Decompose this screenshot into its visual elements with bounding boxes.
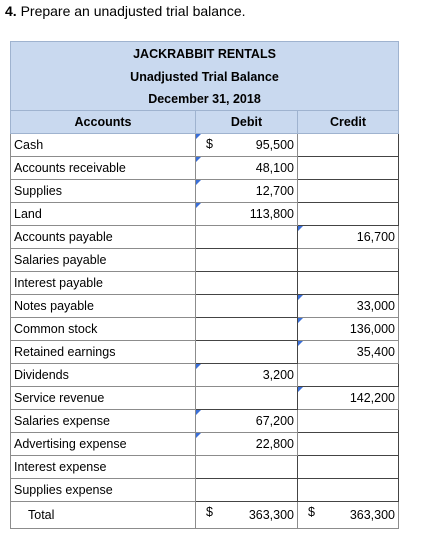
total-debit-value: 363,300 bbox=[248, 508, 294, 522]
debit-input[interactable] bbox=[196, 387, 298, 410]
credit-input[interactable] bbox=[298, 180, 399, 203]
credit-input[interactable] bbox=[298, 433, 399, 456]
debit-input-value: 12,700 bbox=[255, 184, 294, 198]
table-row bbox=[11, 387, 399, 410]
total-row bbox=[11, 502, 399, 529]
debit-input-value: 113,800 bbox=[249, 207, 294, 221]
table-row bbox=[11, 134, 399, 157]
dollar-sign: $ bbox=[206, 137, 213, 151]
table-row bbox=[11, 249, 399, 272]
account-name: Dividends bbox=[11, 364, 196, 387]
table-row bbox=[11, 157, 399, 180]
debit-input[interactable] bbox=[196, 410, 298, 433]
credit-column-header: Credit bbox=[298, 111, 399, 134]
table-row bbox=[11, 272, 399, 295]
account-name: Cash bbox=[11, 134, 196, 157]
statement-title: Unadjusted Trial Balance bbox=[11, 66, 399, 88]
account-name: Interest expense bbox=[11, 456, 196, 479]
account-name: Service revenue bbox=[11, 387, 196, 410]
credit-input[interactable] bbox=[298, 295, 399, 318]
account-name: Salaries expense bbox=[11, 410, 196, 433]
debit-input[interactable] bbox=[196, 226, 298, 249]
table-row bbox=[11, 226, 399, 249]
table-row bbox=[11, 318, 399, 341]
debit-input[interactable] bbox=[196, 157, 298, 180]
table-row bbox=[11, 456, 399, 479]
account-name: Retained earnings bbox=[11, 341, 196, 364]
debit-input-value: 22,800 bbox=[255, 437, 294, 451]
debit-input[interactable] bbox=[196, 456, 298, 479]
dropdown-indicator-icon bbox=[298, 341, 303, 346]
debit-input-value: 48,100 bbox=[255, 161, 294, 175]
debit-input[interactable] bbox=[196, 433, 298, 456]
dropdown-indicator-icon bbox=[298, 387, 303, 392]
accounts-column-header: Accounts bbox=[11, 111, 196, 134]
credit-input[interactable] bbox=[298, 134, 399, 157]
credit-input[interactable] bbox=[298, 479, 399, 502]
credit-input[interactable] bbox=[298, 249, 399, 272]
debit-input[interactable] bbox=[196, 318, 298, 341]
account-name: Accounts receivable bbox=[11, 157, 196, 180]
credit-input[interactable] bbox=[298, 226, 399, 249]
dropdown-indicator-icon bbox=[298, 295, 303, 300]
credit-input[interactable] bbox=[298, 341, 399, 364]
debit-input[interactable] bbox=[196, 364, 298, 387]
debit-column-header: Debit bbox=[196, 111, 298, 134]
debit-input[interactable] bbox=[196, 249, 298, 272]
total-credit[interactable] bbox=[298, 502, 399, 529]
table-row bbox=[11, 364, 399, 387]
account-name: Advertising expense bbox=[11, 433, 196, 456]
total-credit-value: 363,300 bbox=[349, 508, 396, 522]
account-name: Common stock bbox=[11, 318, 196, 341]
account-name: Notes payable bbox=[11, 295, 196, 318]
credit-input-value: 136,000 bbox=[349, 322, 396, 336]
account-name: Interest payable bbox=[11, 272, 196, 295]
debit-input[interactable] bbox=[196, 479, 298, 502]
table-row bbox=[11, 180, 399, 203]
debit-input[interactable] bbox=[196, 341, 298, 364]
credit-input-value: 35,400 bbox=[356, 345, 396, 359]
dropdown-indicator-icon bbox=[196, 410, 201, 415]
question-number: 4. bbox=[5, 3, 17, 19]
dropdown-indicator-icon bbox=[196, 157, 201, 162]
account-name: Supplies expense bbox=[11, 479, 196, 502]
statement-date: December 31, 2018 bbox=[11, 88, 399, 111]
credit-input[interactable] bbox=[298, 364, 399, 387]
dollar-sign: $ bbox=[206, 505, 213, 519]
debit-input[interactable] bbox=[196, 272, 298, 295]
credit-input[interactable] bbox=[298, 157, 399, 180]
table-row bbox=[11, 479, 399, 502]
credit-input-value: 16,700 bbox=[356, 230, 396, 244]
question-text: Prepare an unadjusted trial balance. bbox=[16, 3, 246, 19]
debit-input[interactable] bbox=[196, 134, 298, 157]
account-name: Accounts payable bbox=[11, 226, 196, 249]
credit-input[interactable] bbox=[298, 318, 399, 341]
total-label: Total bbox=[11, 502, 196, 529]
debit-input-value: 95,500 bbox=[255, 138, 294, 152]
question-prompt bbox=[5, 3, 246, 19]
credit-input[interactable] bbox=[298, 387, 399, 410]
dropdown-indicator-icon bbox=[298, 318, 303, 323]
debit-input[interactable] bbox=[196, 180, 298, 203]
credit-input[interactable] bbox=[298, 410, 399, 433]
debit-input-value: 67,200 bbox=[255, 414, 294, 428]
table-row bbox=[11, 410, 399, 433]
dropdown-indicator-icon bbox=[298, 226, 303, 231]
table-row bbox=[11, 341, 399, 364]
debit-input[interactable] bbox=[196, 203, 298, 226]
total-debit[interactable] bbox=[196, 502, 298, 529]
dropdown-indicator-icon bbox=[196, 180, 201, 185]
credit-input[interactable] bbox=[298, 456, 399, 479]
credit-input[interactable] bbox=[298, 272, 399, 295]
account-name: Supplies bbox=[11, 180, 196, 203]
dropdown-indicator-icon bbox=[196, 203, 201, 208]
dropdown-indicator-icon bbox=[196, 134, 201, 139]
table-row bbox=[11, 203, 399, 226]
credit-input[interactable] bbox=[298, 203, 399, 226]
dropdown-indicator-icon bbox=[196, 364, 201, 369]
dropdown-indicator-icon bbox=[196, 433, 201, 438]
trial-balance-table bbox=[10, 41, 399, 529]
dollar-sign: $ bbox=[308, 505, 315, 519]
table-row bbox=[11, 295, 399, 318]
credit-input-value: 33,000 bbox=[356, 299, 396, 313]
debit-input-value: 3,200 bbox=[262, 368, 294, 382]
credit-input-value: 142,200 bbox=[349, 391, 396, 405]
company-name: JACKRABBIT RENTALS bbox=[11, 42, 399, 67]
account-name: Salaries payable bbox=[11, 249, 196, 272]
account-name: Land bbox=[11, 203, 196, 226]
debit-input[interactable] bbox=[196, 295, 298, 318]
table-row bbox=[11, 433, 399, 456]
